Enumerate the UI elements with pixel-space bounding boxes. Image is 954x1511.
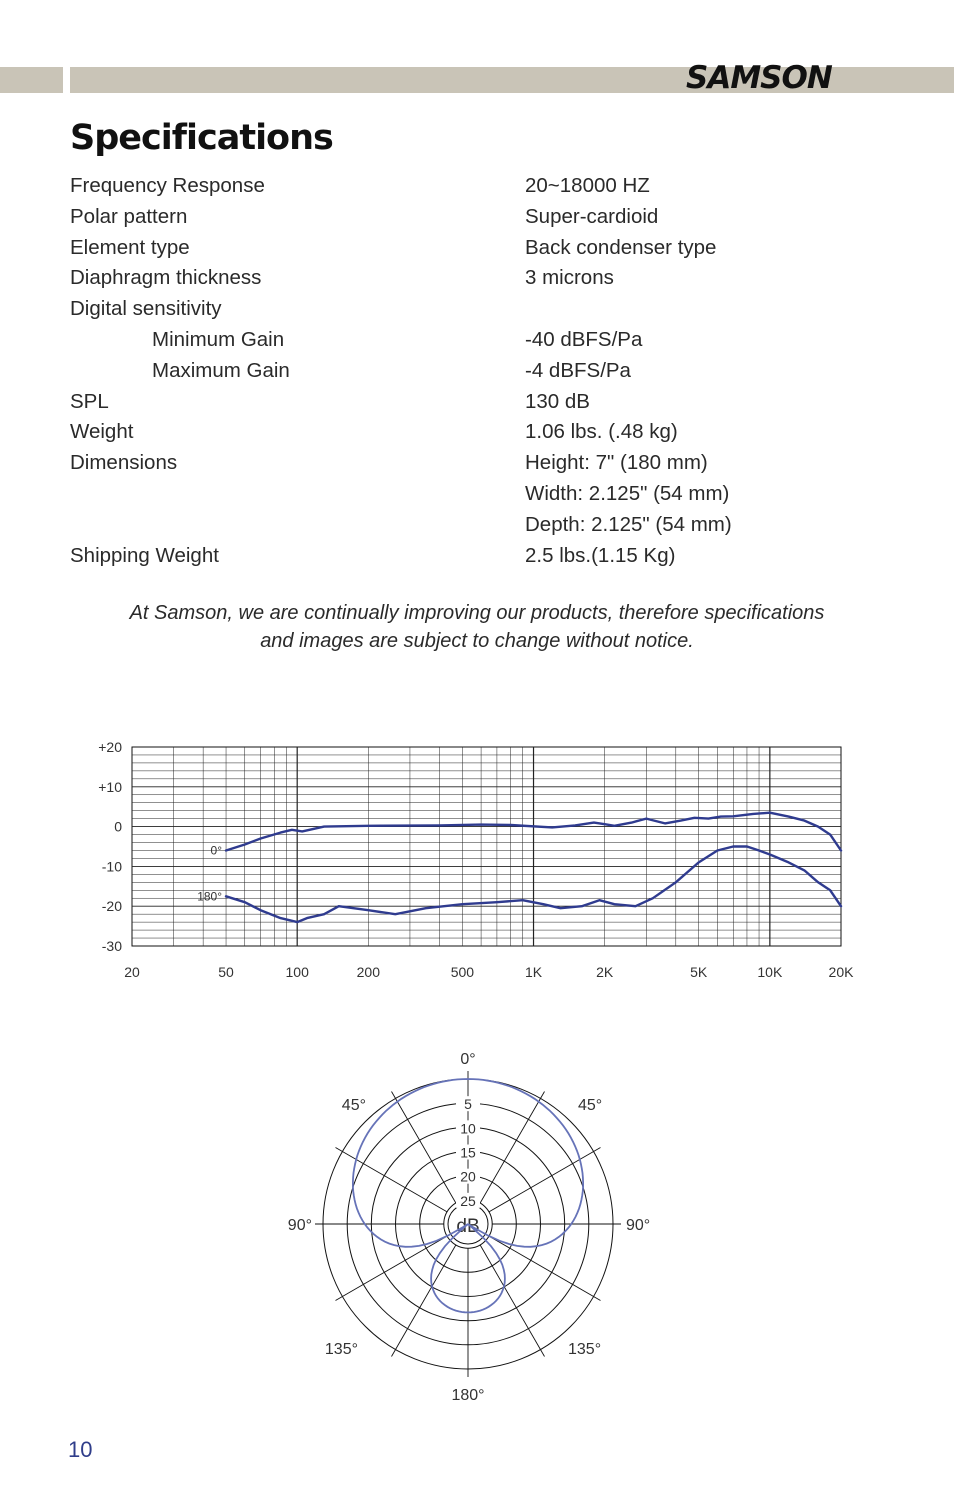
angle-label: 0°	[460, 1051, 476, 1068]
angle-label: 135°	[568, 1341, 602, 1358]
spec-list	[70, 171, 870, 571]
ring-label: 15	[460, 1144, 476, 1161]
spec-label: Diaphragm thickness	[70, 266, 262, 290]
spec-value: Height: 7" (180 mm)	[525, 451, 708, 475]
y-tick-label: -20	[101, 898, 122, 915]
polar-spoke	[392, 1245, 456, 1357]
spec-row	[70, 325, 870, 356]
polar-center-label: dB	[456, 1216, 480, 1237]
series-label: 0°	[210, 843, 223, 858]
polar-spoke	[489, 1236, 601, 1300]
x-tick-label: 100	[285, 964, 309, 980]
spec-label: Minimum Gain	[152, 327, 285, 351]
x-tick-label: 5K	[690, 964, 708, 980]
spec-value: 20~18000 HZ	[525, 174, 650, 197]
spec-label: SPL	[70, 389, 109, 413]
spec-row	[70, 171, 870, 202]
x-tick-label: 20K	[828, 964, 854, 980]
x-tick-label: 50	[218, 964, 234, 980]
spec-label: Frequency Response	[70, 174, 265, 197]
spec-row	[70, 479, 870, 510]
y-tick-label: 0	[114, 818, 122, 835]
spec-row	[70, 541, 870, 572]
polar-pattern-chart	[270, 1040, 670, 1410]
spec-label: Dimensions	[70, 451, 178, 475]
spec-row	[70, 263, 870, 294]
ring-label: 10	[460, 1120, 476, 1137]
y-tick-label: +20	[98, 739, 122, 755]
ring-label: 25	[460, 1192, 476, 1209]
x-tick-label: 10K	[757, 964, 783, 980]
notice-line: and images are subject to change without notice.	[260, 630, 694, 652]
spec-label: Maximum Gain	[152, 358, 290, 382]
spec-value: -40 dBFS/Pa	[525, 327, 643, 351]
frequency-response-chart	[80, 730, 880, 990]
page-title: Specifications	[70, 118, 333, 158]
header-band-left	[0, 67, 63, 93]
ring-label: 5	[464, 1096, 472, 1113]
angle-label: 135°	[324, 1341, 358, 1358]
spec-value: Back condenser type	[525, 235, 717, 259]
spec-label: Digital sensitivity	[70, 297, 222, 321]
polar-spoke	[392, 1092, 456, 1204]
x-tick-label: 1K	[524, 964, 543, 980]
spec-value: Width: 2.125" (54 mm)	[525, 481, 730, 505]
angle-label: 90°	[287, 1217, 312, 1234]
spec-row	[70, 202, 870, 233]
polar-spoke	[480, 1245, 544, 1357]
change-notice	[70, 599, 884, 655]
spec-label: Shipping Weight	[70, 543, 219, 567]
spec-value: 3 microns	[525, 266, 614, 290]
spec-value: 130 dB	[525, 389, 590, 413]
spec-row	[70, 233, 870, 264]
page-number: 10	[68, 1437, 93, 1462]
spec-row	[70, 417, 870, 448]
spec-row	[70, 294, 870, 325]
y-tick-label: +10	[98, 778, 122, 795]
brand-logo: SAMSON	[686, 60, 832, 96]
spec-value: Depth: 2.125" (54 mm)	[525, 512, 732, 536]
y-tick-label: -10	[101, 858, 122, 875]
ring-label: 20	[460, 1168, 476, 1185]
spec-row	[70, 387, 870, 418]
angle-label: 45°	[341, 1097, 366, 1114]
polar-spoke	[480, 1092, 544, 1204]
angle-label: 180°	[451, 1387, 485, 1404]
notice-line: At Samson, we are continually improving our products, therefore specifications	[129, 602, 825, 624]
x-tick-label: 500	[450, 964, 475, 980]
spec-label: Polar pattern	[70, 204, 188, 228]
angle-label: 90°	[626, 1217, 651, 1234]
x-tick-label: 20	[124, 964, 140, 980]
spec-label: Element type	[70, 235, 190, 259]
x-tick-label: 2K	[596, 964, 614, 980]
x-tick-label: 200	[356, 964, 381, 980]
spec-value: 1.06 lbs. (.48 kg)	[525, 420, 678, 444]
angle-label: 45°	[578, 1097, 603, 1114]
y-tick-label: -30	[101, 938, 122, 954]
spec-row	[70, 510, 870, 541]
spec-row	[70, 448, 870, 479]
polar-spoke	[336, 1236, 448, 1300]
spec-value: Super-cardioid	[525, 204, 659, 228]
series-label: 180°	[197, 889, 223, 904]
spec-row	[70, 356, 870, 387]
spec-label: Weight	[70, 420, 134, 444]
spec-value: -4 dBFS/Pa	[525, 358, 631, 382]
spec-value: 2.5 lbs.(1.15 Kg)	[525, 543, 676, 567]
